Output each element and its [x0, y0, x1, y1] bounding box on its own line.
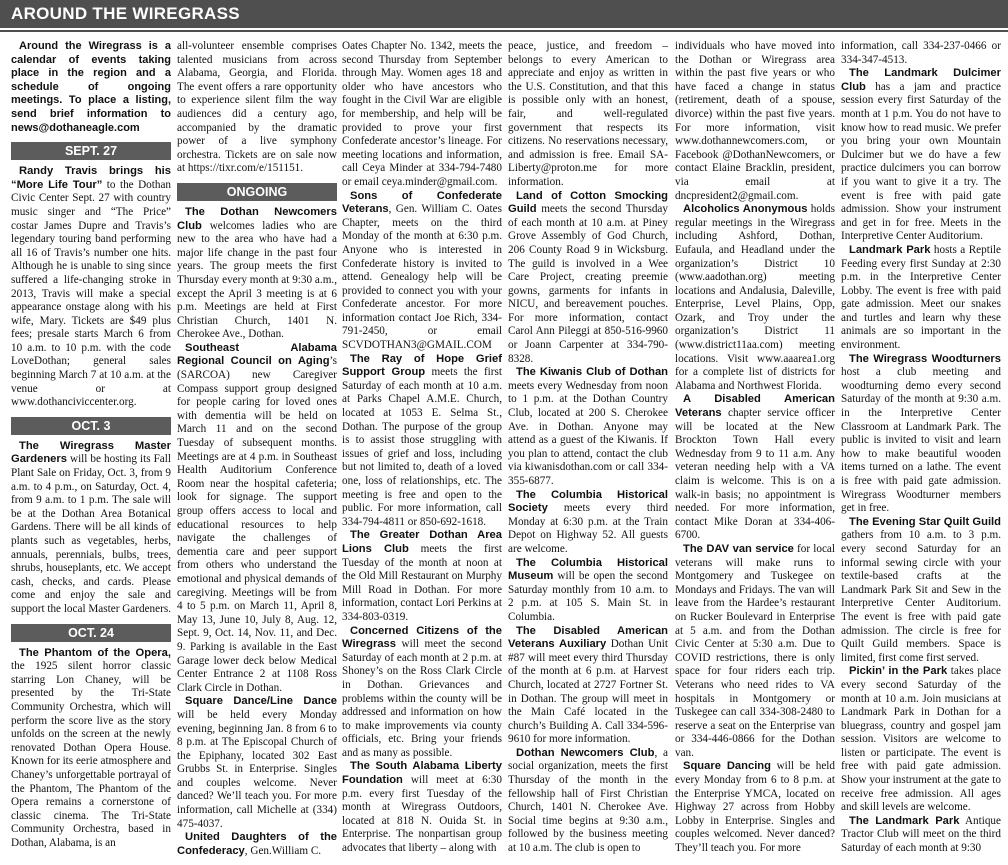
listing-ongoing: [675, 203, 835, 393]
listing-ongoing: [841, 67, 1001, 244]
listing-title: Southeast Alabama Regional Council on Aging: [177, 341, 337, 368]
listing-title: Concerned Citizens of the Wiregrass: [342, 624, 502, 651]
listing-title: The Disabled American Veterans Auxiliary: [508, 624, 668, 651]
listing-title: United Daughters of the Confederacy: [177, 831, 337, 857]
listing-title: Alcoholics Anonymous: [683, 203, 808, 216]
listing-ongoing: [508, 190, 668, 367]
listing-continued: [342, 40, 502, 190]
listing-ongoing: [508, 557, 668, 625]
banner-rule: [0, 30, 1008, 32]
listing-body: Oates Chapter No. 1342, meets the second Thursday from September through May. Women ages 18 and older who have ancestors who fought in the Civil War are eligible for membership, and help will be provided to prove your first Confederate ancestor’s lineage. For meeting locations and information, call Ceya Minder at 334-794-7480 or email ceya.minder@gmail.com.: [342, 40, 502, 188]
listing-title: The South Alabama Liberty Foundation: [342, 760, 502, 787]
listing-body: will meet the second Saturday of each month at 2 p.m. at Shoney’s on the Ross Clark Circle in Dothan. Grievances and problems within the county will be addressed and information on how to make improvements via county officials, etc. Bring your friends and as many as possible.: [342, 638, 502, 759]
listing-ongoing: [675, 393, 835, 543]
listing-sept27: [11, 165, 171, 410]
listing-title: The Greater Dothan Area Lions Club: [342, 529, 502, 555]
listing-ongoing: [841, 353, 1001, 516]
date-header-oct24: OCT. 24: [11, 624, 171, 642]
listing-body: gathers from 10 a.m. to 3 p.m. every second Saturday for an informal sewing circle with your textile-based crafts at the Landmark Park Sit and Sew in the Interpretive Center Auditorium. The event is free with paid gate admission. The circle is free for Quilt Guild members. Space is limited, first come first served.: [841, 529, 1001, 664]
listing-continued: [675, 40, 835, 203]
listing-body: has a jam and practice session every first Saturday of the month at 1 p.m. You do not have to know how to read music. We prefer you bring your own Mountain Dulcimer but we do have a few practice dulcimers you can borrow if you want to give it a try. The event is free with paid gate admission. Show your instrument and get in for free. Meets in the Interpretive Center Auditorium.: [841, 80, 1001, 243]
listing-title: Sons of Confederate Veterans: [342, 189, 502, 216]
listing-body: meets every Wednesday from noon to 1 p.m. at the Dothan Country Club, located at 200 S. Cherokee Ave. in Dothan. Anyone may attend as a guest of the Kiwanis. If you plan to attend, contact the club via kiwanisdothan.com or call 334-355-6877.: [508, 379, 668, 487]
listing-ongoing: [508, 489, 668, 557]
listing-body: meets the second Thursday of each month at 10 a.m. at Piney Grove Assembly of God Church, 206 County Road 9 in Wicksburg. The guild is involved in a Wee Care Project, creating preemie gowns, garments for infants in NICU, and bereavement pouches. For more information, contact Carol Ann Pileggi at 850-516-9960 or Joann Carpenter at 334-790-8328.: [508, 203, 668, 365]
listing-title: Dothan Newcomers Club: [516, 746, 655, 759]
date-header-oct3: OCT. 3: [11, 417, 171, 435]
column-6: [841, 40, 1001, 860]
listing-body: host a club meeting and woodturning demo every second Saturday of the month at 9:30 a.m. in the Interpretive Center Classroom at Landmark Park. The public is invited to visit and learn how to make beautiful wooden items turned on a lathe. The event is free with paid gate admission. Wiregrass Woodturner members get in free.: [841, 366, 1001, 515]
listing-title: The DAV van service: [683, 542, 794, 555]
intro-text: Around the Wiregrass is a calendar of events taking place in the region and a schedule of ongoing meetings. To place a listing, send brief information to news@dothaneagle.com: [11, 40, 171, 134]
listing-body: holds regular meetings in the Wiregrass including Ashford, Dothan, Eufaula, and Headland under the organization’s District 10 (www.aadothan.org) meeting locations and Andalusia, Daleville, Enterprise, Level Plains, Opp, Ozark, and Troy under the organization’s District 11 (www.district11aa.com) meeting locations. Visit www.aaarea1.org for a complete list of districts for Alabama and Northwest Florida.: [675, 203, 835, 392]
listing-body: Dothan Unit #87 will meet every third Thursday of the month at 6 p.m. at Harvest Church, located at 2727 Fortner St. in Dothan. The group will meet in the Main Café located in the church’s Building A. Call 334-596-9610 for more information.: [508, 638, 668, 746]
listing-title: The Landmark Park: [849, 814, 960, 827]
listing-title: The Wiregrass Woodturners: [849, 352, 1001, 365]
listing-body: welcomes ladies who are new to the area who have had a major life change in the past four years. The group meets the first Thursday every month at 9:30 a.m., except the April 3 meeting is at 6 p.m. Meetings are held at First Christian Church, 1401 N. Cherokee Ave., Dothan.: [177, 219, 337, 341]
listing-ongoing: [342, 625, 502, 761]
listing-body: Antique Tractor Club will meet on the third Saturday of each month at 9:30: [841, 814, 1001, 855]
listing-body: individuals who have moved into the Dothan or Wiregrass area within the past five years or who have faced a change in status (retirement, death of a spouse, divorce) within the past five years. For more information, visit www.dothannewcomers.com, or Facebook @DothanNewcomers, or contact Elaine Bracklin, president, via email at dncpresident2@gmail.com.: [675, 40, 835, 202]
listing-title: Randy Travis brings his “More Life Tour”: [11, 165, 171, 191]
listing-title: The Phantom of the Opera,: [19, 646, 171, 659]
listing-body: information, call 334-237-0466 or 334-347-4513.: [841, 40, 1001, 66]
listing-ongoing: [342, 190, 502, 353]
column-2: [177, 40, 337, 860]
listing-title: A Disabled American Veterans: [675, 393, 835, 420]
listing-body: hosts a Reptile Feeding every first Sunday at 2:30 p.m. in the Interpretive Center Lobby. The event is free with paid gate admission. Meet our snakes and turtles and learn why these animals are so important in the environment.: [841, 243, 1001, 352]
listing-body: meets every third Monday at 6:30 p.m. at the Train Depot on Highway 52. All guests are welcome.: [508, 502, 668, 555]
listing-ongoing: [841, 516, 1001, 666]
listing-body: all-volunteer ensemble comprises talented musicians from across Alabama, Georgia, and Florida. The event offers a rare opportunity to experience silent film the way audiences did a century ago, accompanied by the dramatic power of a live symphony orchestra. Tickets are on sale now at https://tixr.com/e/151151.: [177, 40, 337, 175]
listing-body: , a social organization, meets the first Thursday of the month in the fellowship hall of First Christian Church, 1401 N. Cherokee Ave. Social time begins at 9:30 a.m., followed by the business meeting at 10 a.m. The club is open to: [508, 746, 668, 855]
listing-ongoing: [342, 353, 502, 530]
listing-continued: [841, 40, 1001, 67]
listing-body: will be open the second Saturday monthly from 10 a.m. to 2 p.m. at 105 S. Main St. in Columbia.: [508, 570, 668, 623]
listing-title: The Dothan Newcomers Club: [177, 205, 337, 232]
listing-ongoing: [675, 543, 835, 761]
listing-body: will meet at 6:30 p.m. every first Tuesday of the month at Wiregrass Outdoors, located at 818 N. Ouida St. in Enterprise. The nonpartisan group advocates that liberty – along with: [342, 774, 502, 855]
listing-body: to the Dothan Civic Center Sept. 27 with country music singer and “The Price” costar James Dupre and Travis’s legendary touring band performing all 16 of Travis’s number one hits. Although he is unable to sing since suffered a life-changing stroke in 2013, Travis will make a special appearance onstage along with his wife, Mary. Tickets are $49 plus fees; presale starts March 6 from 10 a.m. to 10 p.m. with the code LoveDothan; general sales beginning March 7 at 10 a.m. at the venue or at www.dothanciviccenter.org.: [11, 178, 171, 409]
column-4: [508, 40, 668, 860]
column-3: [342, 40, 502, 860]
listing-ongoing: [177, 695, 337, 831]
listing-body: peace, justice, and freedom – belongs to every American to appreciate and enjoy as written in the U.S. Constitution, and that this is possible only with an honest, fair, and well-regulated government that respects its citizens. No reservations necessary, and admission is free. Email SA-Liberty@proton.me for more information.: [508, 40, 668, 188]
listing-title: The Wiregrass Master Gardeners: [11, 439, 171, 466]
listing-body: will be hosting its Fall Plant Sale on Friday, Oct. 3, from 9 a.m. to 4 p.m., on Saturday, Oct. 4, from 9 a.m. to 1 p.m. The sale will be at the Dothan Area Botanical Gardens. There will be all kinds of plants such as vegetables, herbs, annuals, perennials, bulbs, trees, shrubs, houseplants, etc. We accept cash, checks, and cards. Please come and enjoy the sale and support the local Master Gardeners.: [11, 453, 171, 615]
listing-body: , Gen.William C.: [244, 844, 322, 857]
listing-title: The Ray of Hope Grief Support Group: [342, 352, 502, 379]
date-header-ongoing: ONGOING: [177, 183, 337, 201]
listing-continued: [177, 40, 337, 176]
listing-ongoing: [342, 760, 502, 855]
listing-body: the 1925 silent horror classic starring Lon Chaney, will be presented by the Tri-State Community Orchestra, which will perform the score live as the story unfolds on the screen at the newly renovated Dothan Opera House. Known for its eerie atmosphere and Chaney’s unforgettable portrayal of the Phantom, The Phantom of the Opera remains a cornerstone of classic cinema. The Tri-State Community Orchestra, based in Dothan, Alabama, is an: [11, 660, 171, 849]
listing-title: Landmark Park: [849, 243, 931, 256]
listing-ongoing: [177, 342, 337, 695]
listing-body: for local veterans will make runs to Montgomery and Tuskegee on Mondays and Fridays. The van will leave from the Hardee’s restaurant on Rucker Boulevard in Enterprise at 5 a.m. and from the Dothan Civic Center at 5:30 a.m. Due to COVID restrictions, there is only space for four riders each trip. Veterans who need rides to VA hospitals in Montgomery or Tuskegee can call 334-308-2480 to reserve a seat on the Enterprise van or 334-446-0866 for the Dothan van.: [675, 542, 835, 759]
listing-title: The Kiwanis Club of Dothan: [516, 366, 668, 379]
listing-title: Pickin’ in the Park: [849, 665, 948, 678]
listing-body: chapter service officer will be located at the New Brockton Town Hall every Wednesday from 9 to 11 a.m. Any veteran needing help with a VA claim is welcome. This is on a walk-in basis; no appointment is needed. For more information, contact Mike Doran at 334-406-6700.: [675, 407, 835, 542]
listing-ongoing: [508, 747, 668, 856]
listing-title: The Columbia Historical Society: [508, 488, 668, 515]
listing-body: will be held every Monday from 6 to 8 p.m. at the Enterprise YMCA, located on Highway 27 across from Hobby Lobby in Enterprise. Singles and couples welcomed. Never danced? They’ll teach you. For more: [675, 760, 835, 855]
listing-ongoing: [177, 831, 337, 858]
listing-body: ’s (SARCOA) new Caregiver Compass support group designed for people caring for loved ones with dementia will be held on March 11 and on the second Tuesday of subsequent months. Meetings are at 4 p.m. in Southeast Health Auditorium Conference Room near the hospital cafeteria; look for signage. The support group offers access to local and educational resources to help navigate the challenges of dementia care and peer support from others who understand the emotional and physical demands of caregiving. Meetings will be from 4 to 5 p.m. on March 11, April 8, May 13, June 10, July 8, Aug. 12, Sept. 9, Oct. 14, Nov. 11, and Dec. 9. Parking is available in the East Garage lower deck below Medical Center Entrance 2 at 1108 Ross Clark Circle in Dothan.: [177, 355, 337, 694]
listing-ongoing: [675, 760, 835, 855]
column-1: [11, 40, 171, 860]
date-header-sept27: SEPT. 27: [11, 142, 171, 160]
listing-ongoing: [841, 665, 1001, 815]
page-banner: AROUND THE WIREGRASS: [0, 0, 1008, 28]
listing-title: The Evening Star Quilt Guild: [849, 515, 1001, 528]
listing-body: will be held every Monday evening, beginning Jan. 8 from 6 to 8 p.m. at The Episcopal Church of the Epiphany, located 302 East Grubbs St. in Enterprise. Singles and couples welcome. Never danced? We’ll teach you. For more information, call Michelle at (334) 475-4037.: [177, 708, 337, 830]
listing-body: meets the first Saturday of each month at 10 a.m. at Parks Chapel A.M.E. Church, located at 1053 E. Selma St., Dothan. The purpose of the group is to assist those struggling with issues of grief and loss, including but not limited to, death of a loved one, loss of relationships, etc. The meeting is free and open to the public. For more information, call 334-794-4811 or 850-692-1618.: [342, 366, 502, 528]
listing-ongoing: [508, 625, 668, 747]
listing-title: Square Dancing: [683, 760, 771, 773]
listing-ongoing: [177, 206, 337, 342]
listing-ongoing: [841, 815, 1001, 856]
listing-ongoing: [342, 529, 502, 624]
listing-oct24: [11, 647, 171, 851]
column-5: [675, 40, 835, 860]
listing-title: Land of Cotton Smocking Guild: [508, 189, 668, 216]
listing-continued: [508, 40, 668, 190]
listing-title: Square Dance/Line Dance: [185, 695, 337, 708]
listing-title: The Columbia Historical Museum: [508, 556, 668, 583]
listing-body: , Gen. William C. Oates Chapter, meets on the third Monday of the month at 6:30 p.m. Anyone who is interested in Confederate history is invited to attend. Genealogy help will be provided to connect you with your Confederate ancestor. For more information contact Joe Rich, 334-791-2450, or email SCVDOTHAN3@GMAIL.COM: [342, 203, 502, 352]
listing-ongoing: [508, 366, 668, 488]
listing-title: The Landmark Dulcimer Club: [841, 67, 1001, 93]
listing-body: meets the first Tuesday of the month at noon at the Old Mill Restaurant on Murphy Mill Road in Dothan. For more information, contact Lori Perkins at 334-803-0319.: [342, 542, 502, 623]
listing-ongoing: [841, 244, 1001, 353]
listing-body: takes place every second Saturday of the month at 10 a.m. Join musicians at Landmark Park in Dothan for a bluegrass, country and gospel jam session. Visitors are welcome to listen or participate. The event is free with paid gate admission. Show your instrument at the gate to receive free admission. All ages and skill levels are welcome.: [841, 665, 1001, 814]
listing-oct3: [11, 440, 171, 617]
